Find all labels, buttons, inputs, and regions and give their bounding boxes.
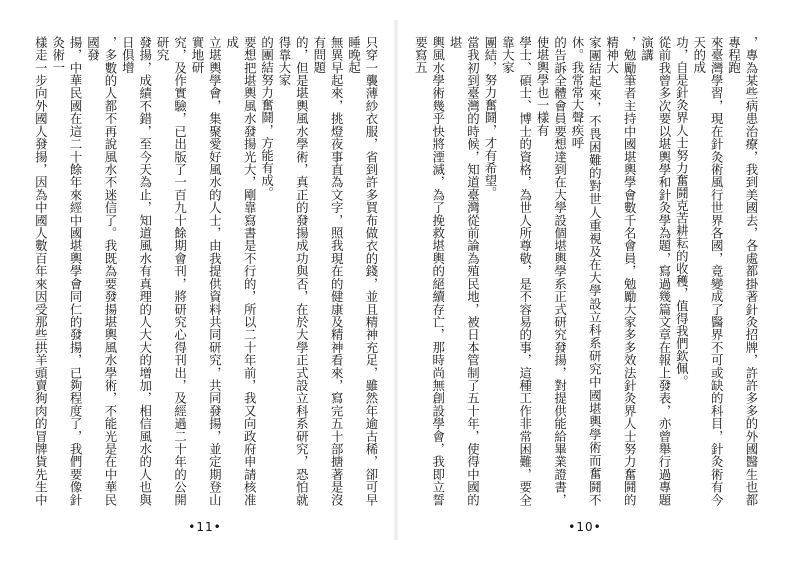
left-page-number: •11• [188, 520, 222, 534]
left-page-body-text: 只穿一襲薄紗衣服，省到許多買布做衣的錢，並且精神充足，雖然年逾古稀，卻可早睡晚起 無異早起來，挑燈夜事直為文字，照我現在的健康及精神看來，寫完五十部搪著是沒有問題 的，但是堪輿風水學術，真正的發揚成功與否，在於大學正式設立科系研究，恐怕就得靠大家 的團結努力奮鬪，方能有成。 要想把堪輿風水發揚光大，剛靠寫書是不行的，所以二十年前，我又向政府申請核准成 立堪輿學會，集聚愛好風水的人士，由我提供資料共同研究，共同發揚，並定期登山實地研 究，及作實驗，已出版了一百九十餘期會刊，將研究心得刊出，及經過二十年的公開研究 發揚，成績不錯，至今天為止，知道風水有真理的人大大的增加，相信風水的人也與日俱增 ，多數的人都不再說風水不迷信了。我既為要發揚堪輿風水學術，不能光是在中華民國發 揚，中華民國在這二十餘年來經中國堪輿學會同仁的發揚，已夠程度了，我們要像針灸術一 樣走一步向外國人發揚，因為中國人數百年來因受那些拱羊頭賣狗肉的冒牌貨先生中 [33, 36, 379, 506]
right-page-body-text: ，專為某些病患治療，我到美國去，各處都掛著針灸招牌，許許多多的外國醫生也都專程跑 來臺灣學習，現在針灸術風行世界各國，竟變成了醫界不可或缺的科目，針灸術有今天的成 功，自是針灸界人士努力奮鬪克苦耕耘的收穫，值得我們欽佩。 從前我曾多次要以堪輿學和針灸學為題，寫過幾篇文章在報上發表，亦曾舉行過專題演講 ，勉勵筆者主持中國堪輿學會數千名會員，勉勵大家多多效法針灸界人士努力奮鬪的精神大 家團結起來，不畏困難的對世人重視及在大學設立科系研究中國堪輿學術而奮鬪不休。我常常大聲疾呼 的告訴全體會員要想達到在大學設個堪輿學系正式研究發揚，對提供能給畢業證書，使堪輿學也一樣有 學士、碩士、博士的資格，為世人所尊敬，是不容易的事，這種工作非常困難，要全靠大家 團結，努力奮鬪，才有希望。 當我初到臺灣的時候，知道臺灣從前論為殖民地，被日本管制了五十年，使得中國的堪 輿風水學術幾乎快將湮滅，為了挽救堪輿的絕續存亡，那時尚無創設學會，我即立誓要寫五 [413, 36, 759, 506]
right-page [410, 36, 760, 536]
right-page-number: •10• [568, 520, 602, 534]
left-page [30, 36, 380, 536]
book-gutter [393, 20, 399, 540]
